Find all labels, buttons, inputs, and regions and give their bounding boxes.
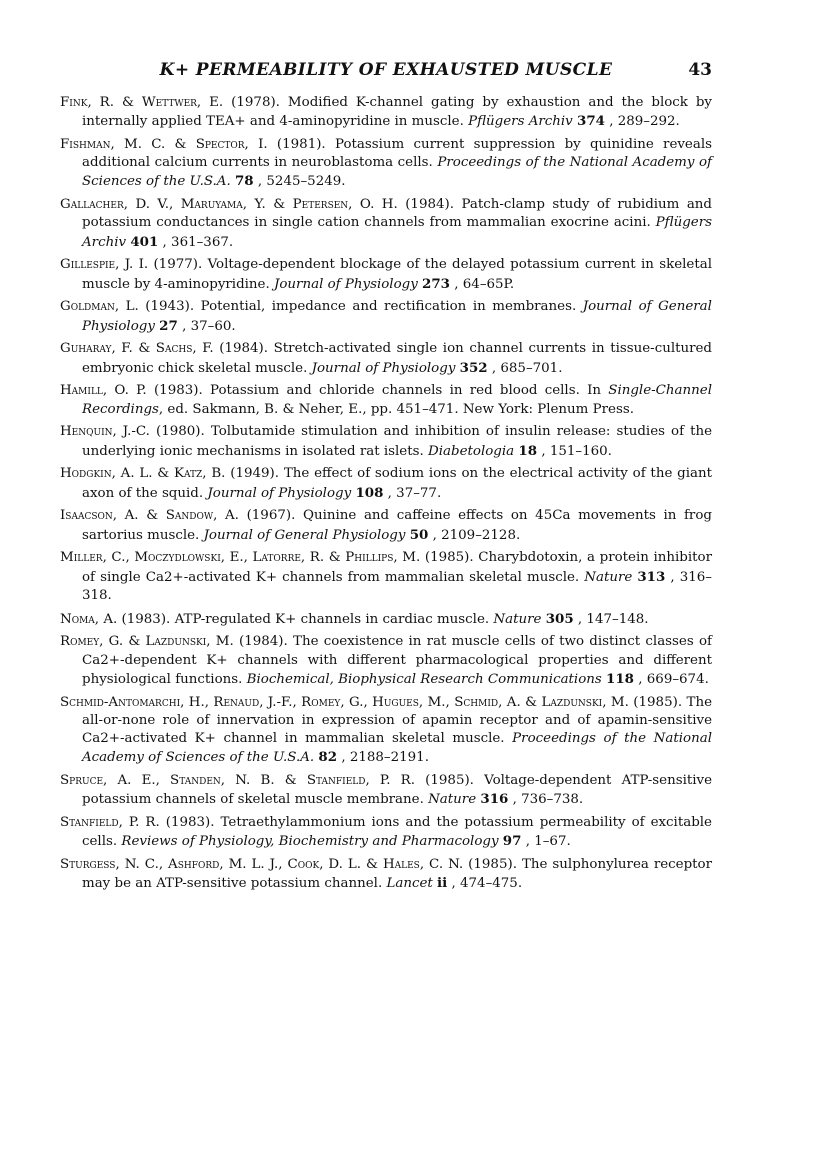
reference-journal: Nature <box>428 792 477 808</box>
reference-authors: Gallacher, D. V., Maruyama, Y. & Petersen, O. H. <box>60 197 398 213</box>
reference-journal: Journal of General Physiology <box>82 299 712 334</box>
reference-journal: Diabetologia <box>428 443 515 459</box>
reference-authors: Noma, A. <box>60 611 118 627</box>
reference-authors: Miller, C., Moczydlowski, E., Latorre, R. & Phillips, M. <box>60 550 421 566</box>
reference-title: Patch-clamp study of rubidium and potassium conductances in single cation channels from mammalian exocrine acini. <box>82 197 713 231</box>
reference-pages: , 37–77. <box>387 485 442 501</box>
reference-authors: Hodgkin, A. L. & Katz, B. <box>60 466 226 482</box>
reference-title: Charybdotoxin, a protein inhibitor of single Ca2+-activated K+ channels from mammalian skeletal muscle. <box>82 550 712 585</box>
reference-entry <box>60 423 712 460</box>
reference-authors: Guharay, F. & Sachs, F. <box>60 341 214 357</box>
reference-pages: , 669–674. <box>638 671 709 687</box>
reference-authors: Fink, R. & Wettwer, E. <box>60 95 224 110</box>
reference-title: ATP-regulated K+ channels in cardiac muscle. <box>174 611 490 627</box>
reference-journal: Reviews of Physiology, Biochemistry and Pharmacology <box>121 834 499 850</box>
reference-journal: Journal of Physiology <box>311 360 456 376</box>
reference-entry <box>60 256 712 293</box>
running-title: K+ PERMEABILITY OF EXHAUSTED MUSCLE <box>159 60 613 80</box>
reference-year: (1984). <box>239 634 288 650</box>
reference-entry <box>60 507 712 544</box>
reference-volume: 316 <box>480 791 509 808</box>
reference-year: (1985). <box>425 773 474 789</box>
reference-entry <box>60 772 712 809</box>
reference-volume: 108 <box>355 484 384 501</box>
reference-journal: Proceedings of the National Academy of Sciences of the U.S.A. <box>82 731 712 766</box>
reference-pages: , ed. Sakmann, B. & Neher, E., pp. 451–471. New York: Plenum Press. <box>158 401 634 417</box>
reference-authors: Goldman, L. <box>60 299 139 315</box>
reference-journal: Pflügers Archiv <box>82 215 712 250</box>
reference-pages: , 5245–5249. <box>257 174 346 190</box>
reference-volume: 305 <box>545 610 574 627</box>
reference-volume: 352 <box>459 359 488 376</box>
reference-entry <box>60 549 712 605</box>
reference-year: (1984). <box>219 341 269 357</box>
reference-title: Potential, impedance and rectification in membranes. <box>200 299 577 315</box>
reference-title: Potassium and chloride channels in red blood cells. In <box>210 383 602 399</box>
reference-journal: Proceedings of the National Academy of Sciences of the U.S.A. <box>82 155 712 190</box>
reference-year: (1985). <box>424 550 474 566</box>
reference-volume: 27 <box>159 317 178 334</box>
reference-journal: Lancet <box>386 876 433 892</box>
reference-authors: Stanfield, P. R. <box>60 815 160 831</box>
reference-journal: Nature <box>584 569 633 585</box>
reference-authors: Sturgess, N. C., Ashford, M. L. J., Cook, D. L. & Hales, C. N. <box>60 857 464 873</box>
reference-pages: , 685–701. <box>491 360 563 376</box>
reference-entry <box>60 382 712 418</box>
reference-journal: Nature <box>493 611 542 627</box>
reference-year: (1983). <box>165 815 215 831</box>
reference-year: (1985). <box>468 857 517 873</box>
reference-authors: Schmid-Antomarchi, H., Renaud, J.-F., Romey, G., Hugues, M., Schmid, A. & Lazdunski, M. <box>60 694 629 710</box>
reference-year: (1985). <box>633 694 683 710</box>
reference-journal: Biochemical, Biophysical Research Communications <box>246 671 602 687</box>
reference-journal: Single-Channel Recordings <box>82 383 712 417</box>
reference-entry <box>60 610 712 629</box>
reference-entry <box>60 465 712 502</box>
reference-pages: , 2109–2128. <box>432 527 521 543</box>
reference-volume: 78 <box>234 173 254 190</box>
reference-authors: Isaacson, A. & Sandow, A. <box>60 508 239 524</box>
reference-entry <box>60 814 712 851</box>
reference-volume: 82 <box>318 749 338 766</box>
reference-title: Tolbutamide stimulation and inhibition of insulin release: studies of the underlying ionic mechanisms in isolated rat islets. <box>82 424 713 459</box>
reference-entry <box>60 136 712 192</box>
reference-authors: Spruce, A. E., Standen, N. B. & Stanfield, P. R. <box>60 773 415 789</box>
reference-title: The all-or-none role of innervation in expression of apamin receptor and of apamin-sensitive Ca2+-activated K+ channel in mammalian skeletal muscle. <box>82 694 712 747</box>
reference-pages: , 2188–2191. <box>341 750 429 766</box>
reference-entry <box>60 694 712 768</box>
reference-year: (1980). <box>156 424 205 440</box>
reference-volume: 118 <box>606 670 634 687</box>
reference-journal: Journal of General Physiology <box>203 527 406 543</box>
reference-volume: 401 <box>130 233 159 250</box>
reference-pages: , 1–67. <box>525 834 571 850</box>
reference-title: Voltage-dependent ATP-sensitive potassium channels of skeletal muscle membrane. <box>82 773 713 808</box>
reference-list <box>60 94 712 898</box>
reference-title: The sulphonylurea receptor may be an ATP-sensitive potassium channel. <box>82 857 712 892</box>
reference-title: Quinine and caffeine effects on 45Ca movements in frog sartorius muscle. <box>82 508 712 543</box>
reference-year: (1983). <box>121 611 171 627</box>
reference-entry <box>60 856 712 893</box>
reference-pages: , 64–65P. <box>454 276 515 292</box>
reference-pages: , 361–367. <box>162 234 234 250</box>
reference-volume: 18 <box>518 442 538 459</box>
reference-volume: 273 <box>422 275 450 292</box>
reference-volume: 97 <box>502 833 522 850</box>
reference-journal: Pflügers Archiv <box>468 114 573 130</box>
reference-title: Voltage-dependent blockage of the delayed potassium current in skeletal muscle by 4-aminopyridine. <box>82 257 712 292</box>
reference-authors: Fishman, M. C. & Spector, I. <box>60 137 268 152</box>
reference-year: (1983). <box>153 383 203 399</box>
reference-pages: , 316–318. <box>82 569 712 603</box>
reference-title: Stretch-activated single ion channel currents in tissue-cultured embryonic chick skeletal muscle. <box>82 341 713 376</box>
reference-authors: Hamill, O. P. <box>60 383 147 399</box>
reference-volume: 374 <box>577 113 605 130</box>
reference-title: Modified K-channel gating by exhaustion and the block by internally applied TEA+ and 4-aminopyridine in muscle. <box>82 95 713 130</box>
reference-title: The effect of sodium ions on the electrical activity of the giant axon of the squid. <box>82 466 712 501</box>
reference-pages: , 147–148. <box>577 611 649 627</box>
reference-entry <box>60 340 712 377</box>
reference-year: (1981). <box>276 137 326 152</box>
reference-year: (1967). <box>246 508 296 524</box>
reference-year: (1943). <box>145 299 195 315</box>
reference-authors: Henquin, J.-C. <box>60 424 150 440</box>
running-head <box>60 60 712 90</box>
reference-volume: 313 <box>637 568 666 585</box>
reference-title: The coexistence in rat muscle cells of two distinct classes of Ca2+-dependent K+ channels with different pharmacological properties and different physiological functions. <box>82 634 712 687</box>
reference-authors: Romey, G. & Lazdunski, M. <box>60 634 234 650</box>
reference-pages: , 289–292. <box>609 114 680 130</box>
reference-title: Tetraethylammonium ions and the potassium permeability of excitable cells. <box>82 815 712 850</box>
reference-volume: 50 <box>409 526 429 543</box>
reference-pages: , 151–160. <box>541 443 612 459</box>
reference-pages: , 37–60. <box>182 318 236 334</box>
page-number: 43 <box>688 60 712 80</box>
reference-entry <box>60 94 712 131</box>
reference-entry <box>60 196 712 252</box>
reference-volume: ii <box>437 875 448 892</box>
reference-journal: Journal of Physiology <box>274 276 418 292</box>
reference-year: (1978). <box>231 95 280 110</box>
reference-entry <box>60 633 712 689</box>
reference-year: (1977). <box>153 257 203 273</box>
reference-pages: , 474–475. <box>451 876 523 892</box>
reference-year: (1984). <box>405 197 454 213</box>
reference-entry <box>60 298 712 335</box>
reference-authors: Gillespie, J. I. <box>60 257 149 273</box>
reference-pages: , 736–738. <box>512 792 584 808</box>
reference-journal: Journal of Physiology <box>207 485 352 501</box>
reference-year: (1949). <box>230 466 280 482</box>
reference-title: Potassium current suppression by quinidine reveals additional calcium currents in neuroblastoma cells. <box>82 137 712 171</box>
